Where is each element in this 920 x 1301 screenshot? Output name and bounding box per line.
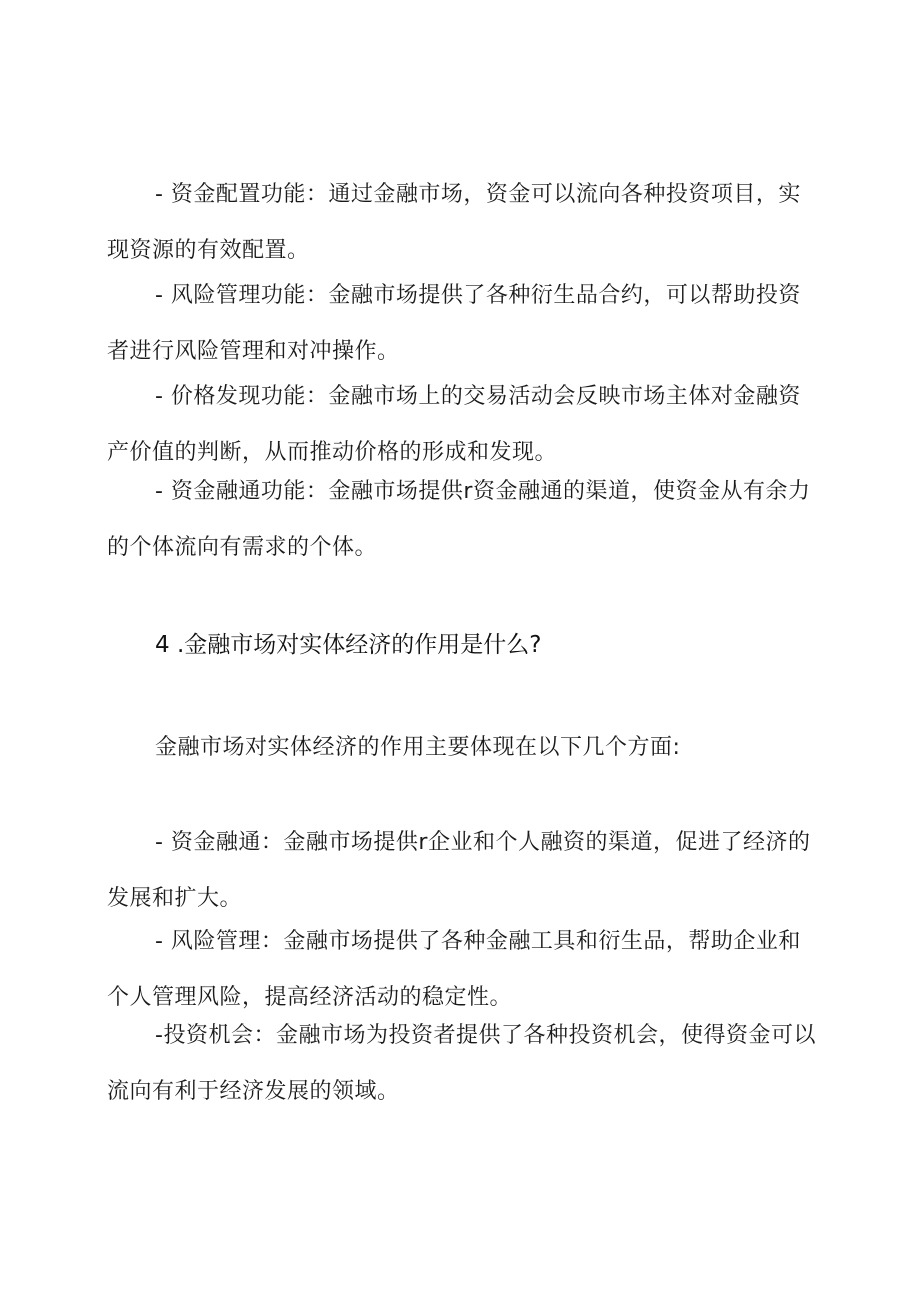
paragraph-capital-financing-function: - 资金融通功能：金融市场提供r资金融通的渠道，使资金从有余力的个体流向有需求的个体。 (107, 479, 811, 560)
paragraph-price-discovery: - 价格发现功能：金融市场上的交易活动会反映市场主体对金融资产价值的判断，从而推动价格的形成和发现。 (107, 384, 801, 465)
paragraph-capital-allocation: - 资金配置功能：通过金融市场，资金可以流向各种投资项目，实现资源的有效配置。 (107, 182, 801, 263)
section-intro: 金融市场对实体经济的作用主要体现在以下几个方面: (155, 735, 681, 760)
paragraph-risk-management-function: - 风险管理功能：金融市场提供了各种衍生品合约，可以帮助投资者进行风险管理和对冲操作。 (107, 283, 801, 364)
paragraph-investment-opportunity: -投资机会：金融市场为投资者提供了各种投资机会，使得资金可以流向有利于经济发展的领域。 (107, 1023, 816, 1104)
paragraph-risk-management: - 风险管理：金融市场提供了各种金融工具和衍生品，帮助企业和个人管理风险，提高经济活动的稳定性。 (107, 929, 801, 1010)
section-heading: 4 .金融市场对实体经济的作用是什么? (155, 632, 542, 658)
paragraph-financing: - 资金融通：金融市场提供r企业和个人融资的渠道，促进了经济的发展和扩大。 (107, 830, 811, 911)
